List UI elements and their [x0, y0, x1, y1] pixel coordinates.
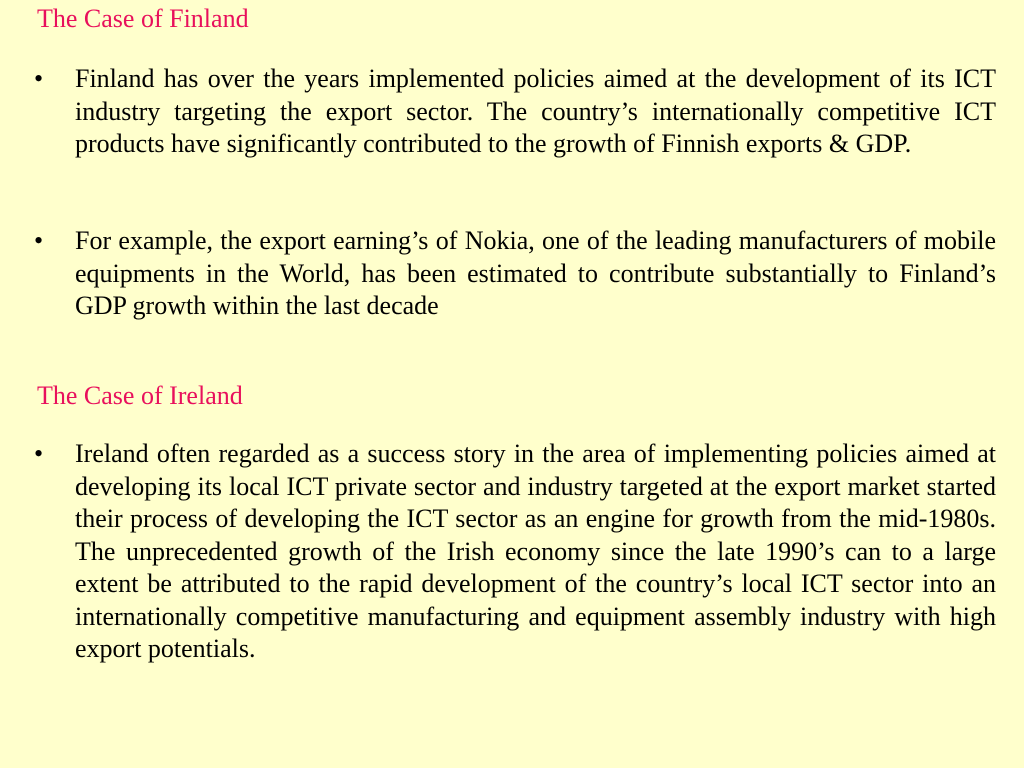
heading-ireland: The Case of Ireland [37, 381, 243, 410]
bullet-item-finland-1 [34, 63, 996, 161]
bullet-marker: • [34, 439, 44, 468]
bullet-item-ireland-1 [34, 438, 996, 666]
bullet-marker: • [34, 226, 44, 255]
bullet-text: Ireland often regarded as a success story in the area of implementing policies aimed at developing its local ICT private sector and industry targeted at the export market started their process of developing the ICT sector as an engine for growth from the mid-1980s. The unprecedented growth of the Irish economy since the late 1990’s can to a large extent be attributed to the rapid development of the country’s local ICT sector into an internationally competitive manufacturing and equipment assembly industry with high export potentials. [75, 439, 996, 663]
bullet-text: For example, the export earning’s of Nokia, one of the leading manufacturers of mobile equipments in the World, has been estimated to contribute substantially to Finland’s GDP growth within the last decade [75, 226, 996, 320]
bullet-text: Finland has over the years implemented policies aimed at the development of its ICT industry targeting the export sector. The country’s internationally competitive ICT products have significantly contributed to the growth of Finnish exports & GDP. [75, 64, 996, 158]
bullet-marker: • [34, 64, 44, 93]
heading-finland: The Case of Finland [37, 4, 249, 33]
bullet-item-finland-2 [34, 225, 996, 323]
